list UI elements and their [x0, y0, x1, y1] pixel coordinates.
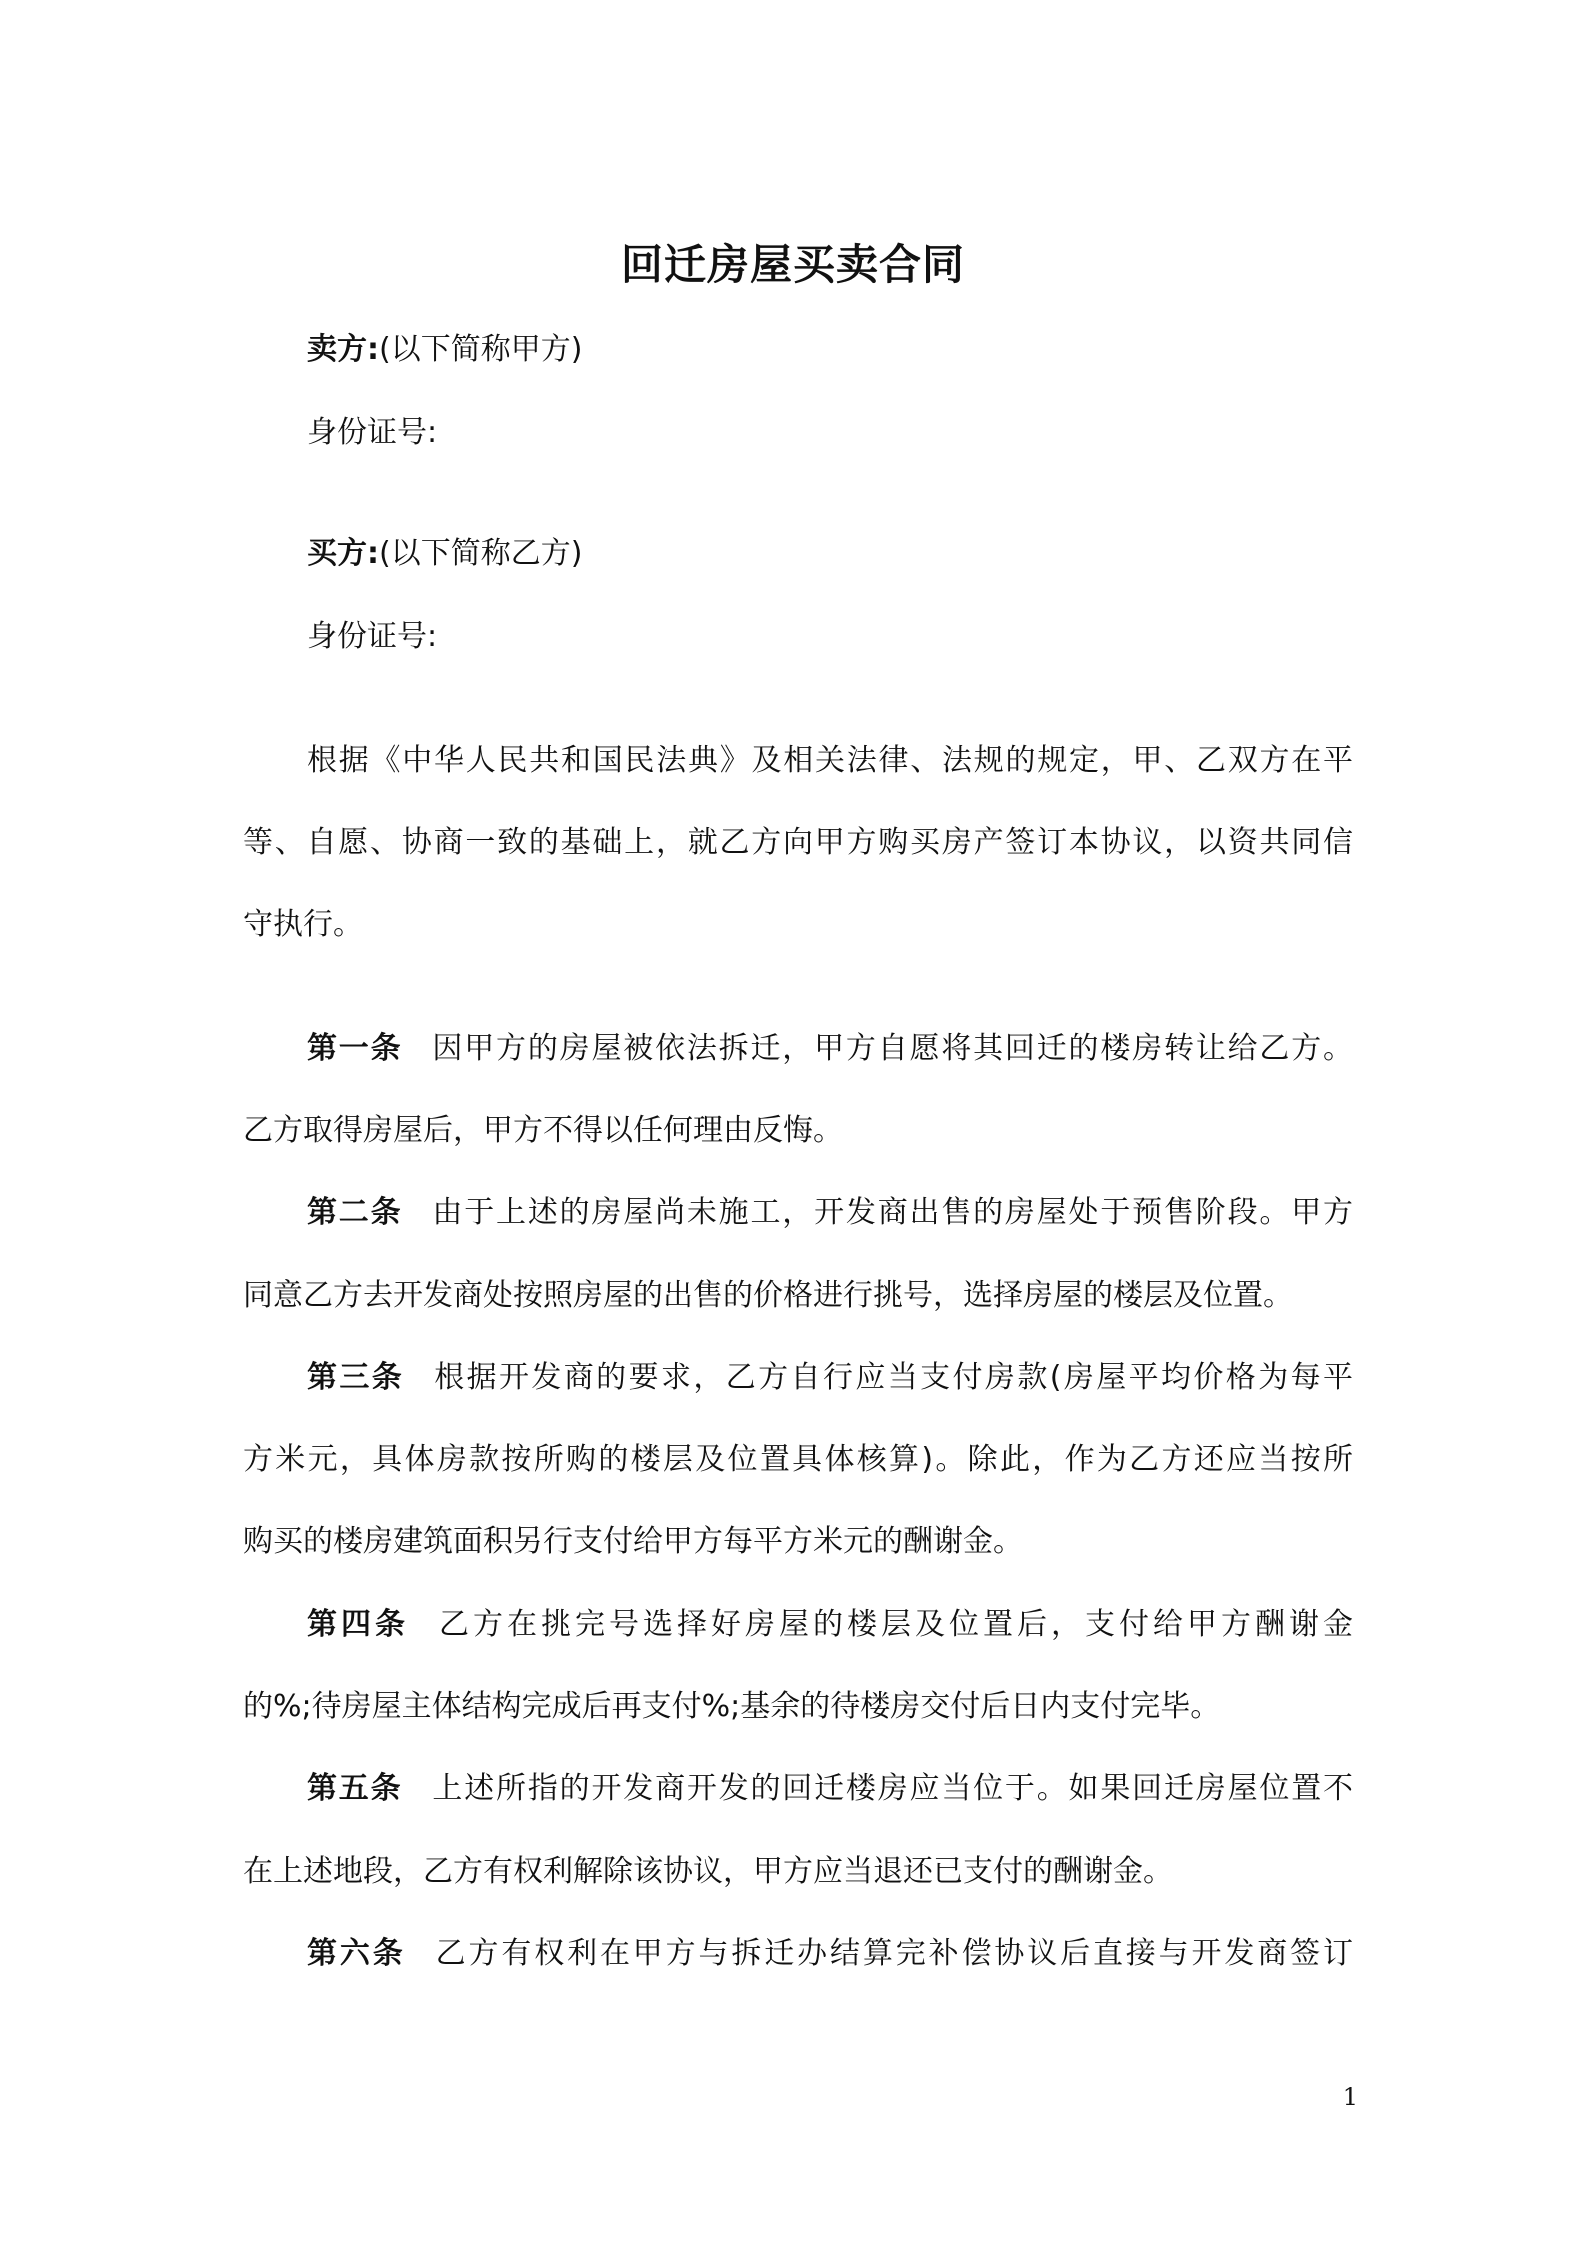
article-3-label: 第三条 [307, 1360, 405, 1395]
article-5-line-1 [307, 1769, 1353, 1809]
article-6-line-1 [307, 1934, 1353, 1974]
article-3-line-2: 方米元，具体房款按所购的楼层及位置具体核算)。除此，作为乙方还应当按所 [243, 1442, 1353, 1477]
article-2-line-1 [307, 1193, 1353, 1233]
buyer-note: (以下简称乙方) [379, 536, 583, 571]
seller-note: (以下简称甲方) [379, 332, 583, 367]
article-5-line-2: 在上述地段，乙方有权利解除该协议，甲方应当退还已支付的酬谢金。 [243, 1854, 1173, 1889]
document-title: 回迁房屋买卖合同 [620, 240, 965, 289]
buyer-label: 买方: [307, 536, 379, 571]
article-1-line-2: 乙方取得房屋后，甲方不得以任何理由反悔。 [243, 1113, 843, 1148]
page-number: 1 [1342, 2083, 1358, 2111]
article-1-label: 第一条 [307, 1031, 403, 1066]
article-4-text-1: 乙方在挑完号选择好房屋的楼层及位置后，支付给甲方酬谢金 [439, 1607, 1353, 1642]
article-5-text-1: 上述所指的开发商开发的回迁楼房应当位于。如果回迁房屋位置不 [432, 1771, 1354, 1806]
article-4-line-2: 的%;待房屋主体结构完成后再支付%;基余的待楼房交付后日内支付完毕。 [243, 1689, 1221, 1724]
buyer-line [307, 534, 1353, 574]
article-1-text-1: 因甲方的房屋被依法拆迁，甲方自愿将其回迁的楼房转让给乙方。 [432, 1031, 1354, 1066]
buyer-id-label: 身份证号: [307, 619, 438, 654]
seller-label: 卖方: [307, 332, 379, 367]
article-4-line-1 [307, 1605, 1353, 1645]
article-2-text-1: 由于上述的房屋尚未施工，开发商出售的房屋处于预售阶段。甲方 [432, 1195, 1354, 1230]
preamble-line-2: 等、自愿、协商一致的基础上，就乙方向甲方购买房产签订本协议，以资共同信 [243, 825, 1353, 860]
article-1-line-1 [307, 1029, 1353, 1069]
seller-id-label: 身份证号: [307, 415, 438, 450]
article-3-line-3: 购买的楼房建筑面积另行支付给甲方每平方米元的酬谢金。 [243, 1524, 1023, 1559]
article-2-line-2: 同意乙方去开发商处按照房屋的出售的价格进行挑号，选择房屋的楼层及位置。 [243, 1278, 1293, 1313]
preamble-line-3: 守执行。 [243, 907, 363, 942]
article-5-label: 第五条 [307, 1771, 403, 1806]
article-3-line-1 [307, 1358, 1353, 1398]
article-6-text-1: 乙方有权利在甲方与拆迁办结算完补偿协议后直接与开发商签订 [435, 1936, 1354, 1971]
article-6-label: 第六条 [307, 1936, 406, 1971]
article-3-text-1: 根据开发商的要求，乙方自行应当支付房款(房屋平均价格为每平 [434, 1360, 1353, 1395]
preamble-line-1: 根据《中华人民共和国民法典》及相关法律、法规的规定，甲、乙双方在平 [307, 743, 1353, 778]
article-2-label: 第二条 [307, 1195, 403, 1230]
seller-line [307, 330, 1353, 370]
article-4-label: 第四条 [307, 1607, 409, 1642]
